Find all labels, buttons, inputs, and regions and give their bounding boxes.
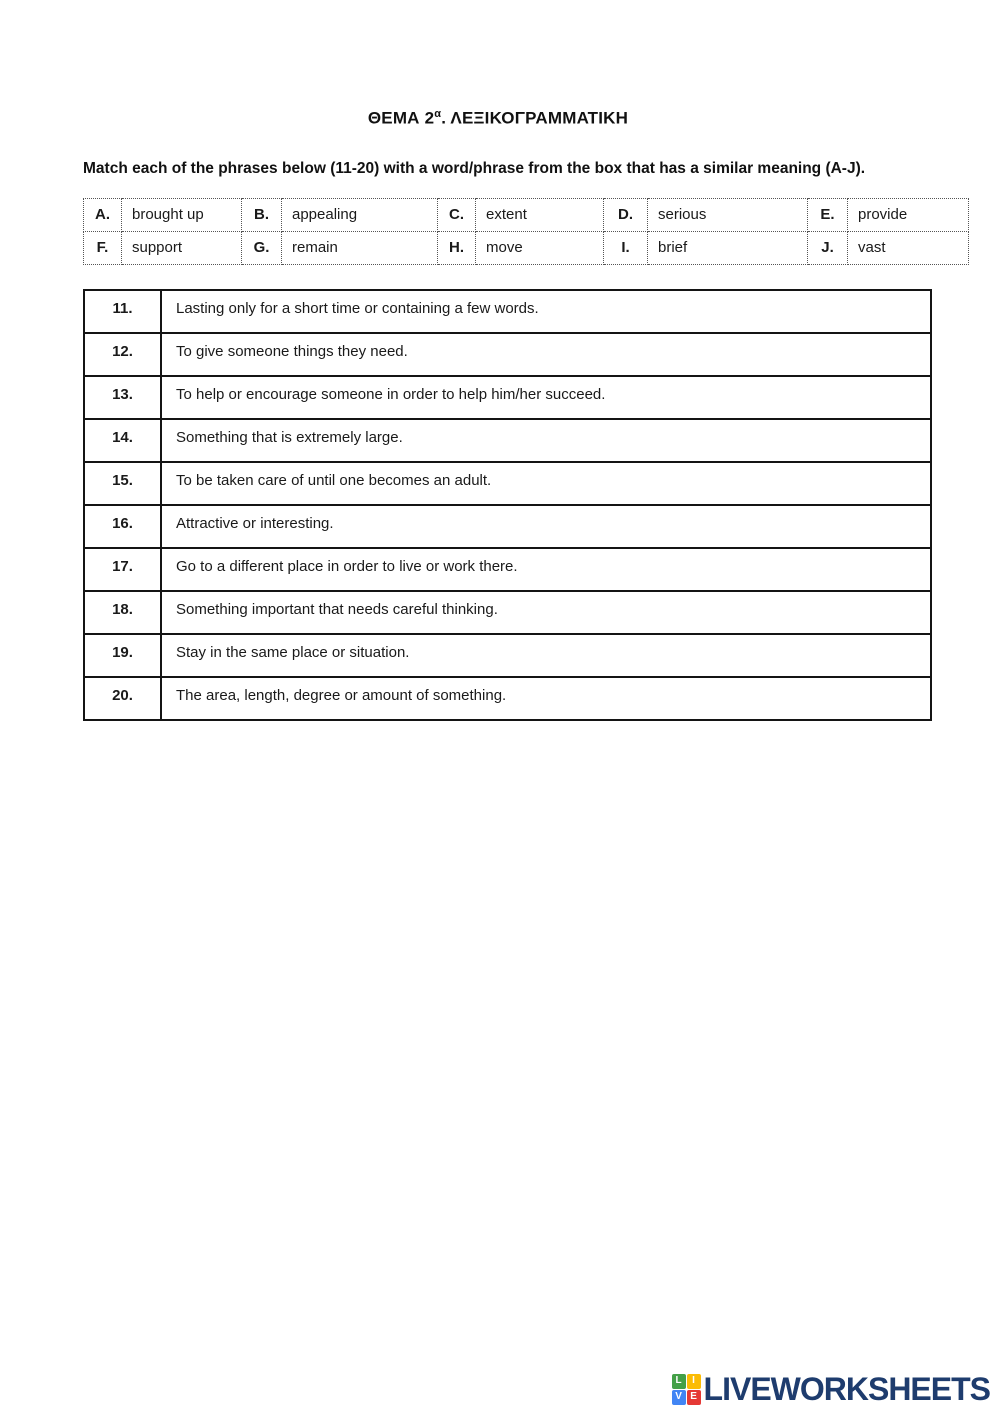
item-definition: Lasting only for a short time or containing a few words. [161,290,931,333]
page-title [83,0,913,129]
match-table-row [84,634,931,677]
item-definition: To give someone things they need. [161,333,931,376]
word-box-word: serious [648,198,808,231]
word-box-letter: D. [604,198,648,231]
match-table-row [84,677,931,720]
item-definition: The area, length, degree or amount of something. [161,677,931,720]
item-definition: To help or encourage someone in order to help him/her succeed. [161,376,931,419]
page-title-text: ΘΕΜΑ 2 [367,108,435,128]
item-number: 17. [84,548,161,591]
word-box-word: vast [848,231,969,264]
instructions-text: Match each of the phrases below (11-20) with a word/phrase from the box that has a similar meaning (A-J). [83,159,866,177]
worksheet-content [83,0,1000,721]
word-box-word: provide [848,198,969,231]
word-box-letter: H. [438,231,476,264]
match-table-row [84,505,931,548]
word-box-word: support [122,231,242,264]
word-bank-box [83,198,969,265]
logo-tile-l: L [672,1374,686,1389]
match-table-row [84,376,931,419]
match-table-body [84,290,931,720]
item-number: 19. [84,634,161,677]
item-number: 18. [84,591,161,634]
match-table-row [84,591,931,634]
logo-tile-v: V [672,1390,686,1405]
definitions-table [83,289,932,721]
word-box-word: brief [648,231,808,264]
item-definition: Attractive or interesting. [161,505,931,548]
word-box-letter: B. [242,198,282,231]
liveworksheets-logo-text: LIVEWORKSHEETS [703,1371,990,1407]
item-number: 11. [84,290,161,333]
match-table-row [84,419,931,462]
word-box-body [84,198,969,264]
word-box-letter: A. [84,198,122,231]
word-box-letter: E. [808,198,848,231]
match-table-row [84,290,931,333]
word-box-row [84,198,969,231]
item-definition: Something important that needs careful thinking. [161,591,931,634]
match-table-row [84,548,931,591]
word-box-letter: F. [84,231,122,264]
item-definition: To be taken care of until one becomes an adult. [161,462,931,505]
item-definition: Go to a different place in order to live or work there. [161,548,931,591]
word-box-letter: G. [242,231,282,264]
logo-tile-i: I [687,1374,701,1389]
word-box-letter: I. [604,231,648,264]
item-definition: Something that is extremely large. [161,419,931,462]
item-number: 20. [84,677,161,720]
word-box-word: appealing [282,198,438,231]
item-definition: Stay in the same place or situation. [161,634,931,677]
page-title-superscript: α [434,108,442,120]
word-box-word: move [476,231,604,264]
word-box-word: remain [282,231,438,264]
word-box-word: extent [476,198,604,231]
item-number: 13. [84,376,161,419]
item-number: 15. [84,462,161,505]
logo-tile-e: E [687,1390,701,1405]
page-title-text-rest: . ΛΕΞΙΚΟΓΡΑΜΜΑΤΙΚΗ [441,108,629,128]
liveworksheets-logo[interactable] [672,1373,990,1405]
liveworksheets-logo-icon [672,1374,701,1405]
word-box-word: brought up [122,198,242,231]
item-number: 16. [84,505,161,548]
word-box-letter: C. [438,198,476,231]
item-number: 14. [84,419,161,462]
match-table-row [84,462,931,505]
item-number: 12. [84,333,161,376]
word-box-row [84,231,969,264]
match-table-row [84,333,931,376]
word-box-letter: J. [808,231,848,264]
